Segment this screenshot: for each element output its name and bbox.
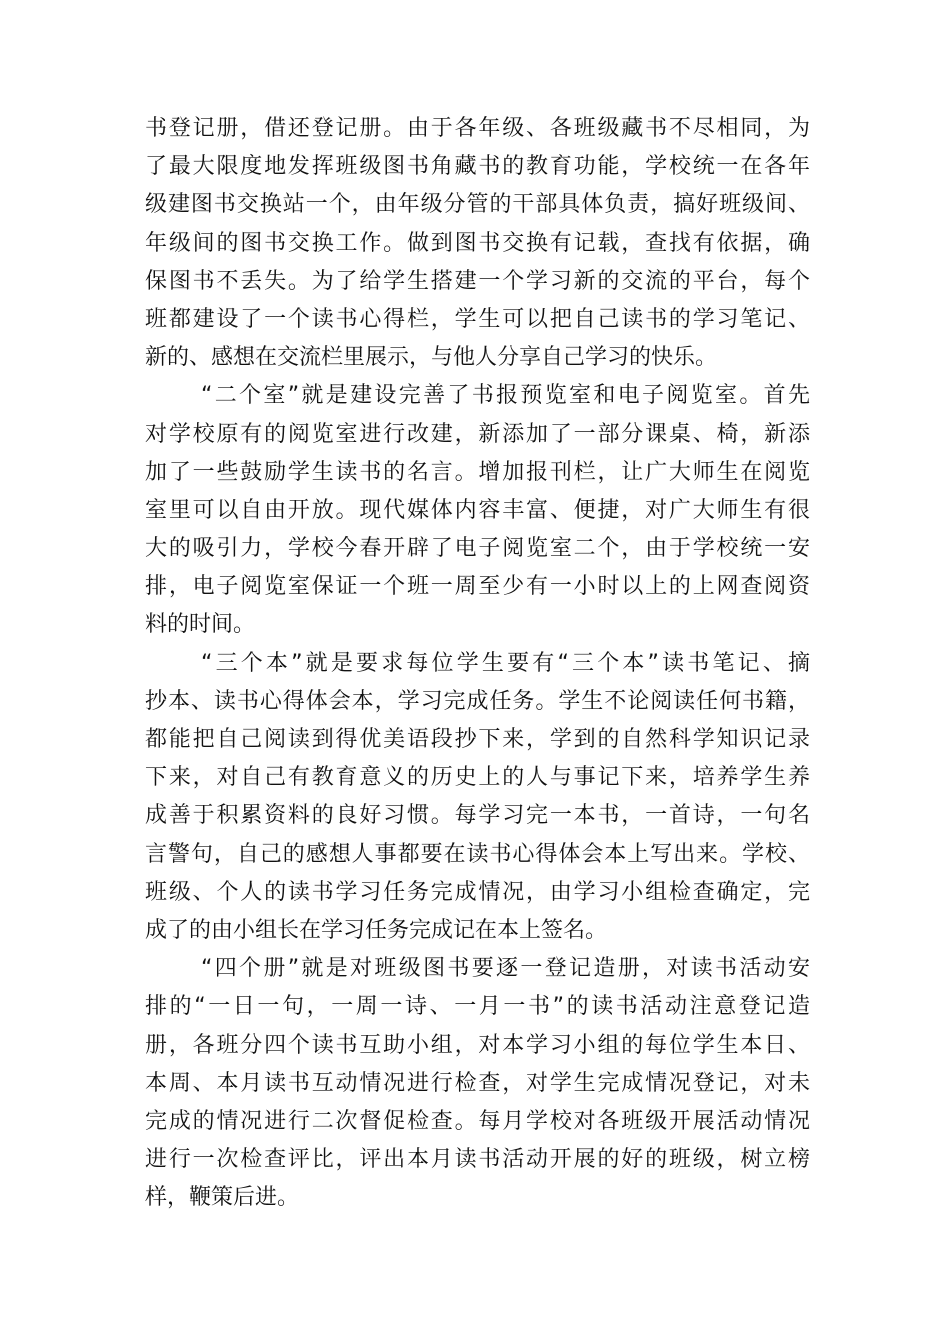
text-line: 排，电子阅览室保证一个班一周至少有一小时以上的上网查阅资: [145, 574, 810, 600]
text-line: 班级、个人的读书学习任务完成情况，由学习小组检查确定，完: [145, 879, 810, 905]
text-line: 对学校原有的阅览室进行改建，新添加了一部分课桌、椅，新添: [145, 421, 810, 447]
text-line: 都能把自己阅读到得优美语段抄下来，学到的自然科学知识记录: [145, 727, 810, 752]
text-line: “四个册”就是对班级图书要逐一登记造册，对读书活动安: [201, 956, 810, 982]
text-line: 抄本、读书心得体会本，学习完成任务。学生不论阅读任何书籍，: [145, 688, 810, 714]
text-line: 书登记册，借还登记册。由于各年级、各班级藏书不尽相同，为: [145, 116, 810, 141]
text-line: 言警句，自己的感想人事都要在读书心得体会本上写出来。学校、: [145, 841, 810, 867]
text-line: 成善于积累资料的良好习惯。每学习完一本书，一首诗，一句名: [145, 803, 810, 829]
text-line: 排的“一日一句，一周一诗、一月一书”的读书活动注意登记造: [145, 994, 810, 1020]
text-line: 室里可以自由开放。现代媒体内容丰富、便捷，对广大师生有很: [145, 497, 810, 523]
paragraph-1: [145, 110, 810, 377]
text-line: 级建图书交换站一个，由年级分管的干部具体负责，搞好班级间、: [145, 192, 810, 218]
text-line: 大的吸引力，学校今春开辟了电子阅览室二个，由于学校统一安: [145, 536, 810, 562]
text-line: 班都建设了一个读书心得栏，学生可以把自己读书的学习笔记、: [145, 306, 810, 332]
text-line: 加了一些鼓励学生读书的名言。增加报刊栏，让广大师生在阅览: [145, 459, 810, 485]
text-line: 本周、本月读书互动情况进行检查，对学生完成情况登记，对未: [145, 1070, 810, 1096]
text-line: 进行一次检查评比，评出本月读书活动开展的好的班级，树立榜: [145, 1147, 810, 1173]
paragraph-3: [145, 645, 810, 951]
paragraph-4: [145, 950, 810, 1217]
text-line: 了最大限度地发挥班级图书角藏书的教育功能，学校统一在各年: [145, 154, 810, 180]
text-line: 年级间的图书交换工作。做到图书交换有记载，查找有依据，确: [145, 230, 810, 256]
text-line: 册，各班分四个读书互助小组，对本学习小组的每位学生本日、: [145, 1032, 810, 1058]
text-line: 下来，对自己有教育意义的历史上的人与事记下来，培养学生养: [145, 765, 810, 791]
text-line: “三个本”就是要求每位学生要有“三个本”读书笔记、摘: [201, 650, 810, 676]
text-line: 完成的情况进行二次督促检查。每月学校对各班级开展活动情况: [145, 1108, 810, 1134]
paragraph-2: [145, 377, 810, 644]
text-line: 成了的由小组长在学习任务完成记在本上签名。: [145, 917, 608, 943]
text-line: 保图书不丢失。为了给学生搭建一个学习新的交流的平台，每个: [145, 268, 810, 294]
text-line: “二个室”就是建设完善了书报预览室和电子阅览室。首先: [201, 383, 810, 409]
text-line: 样，鞭策后进。: [145, 1185, 300, 1211]
text-line: 料的时间。: [145, 612, 256, 638]
body-text: [145, 110, 810, 1217]
text-line: 新的、感想在交流栏里展示，与他人分享自己学习的快乐。: [145, 345, 718, 371]
